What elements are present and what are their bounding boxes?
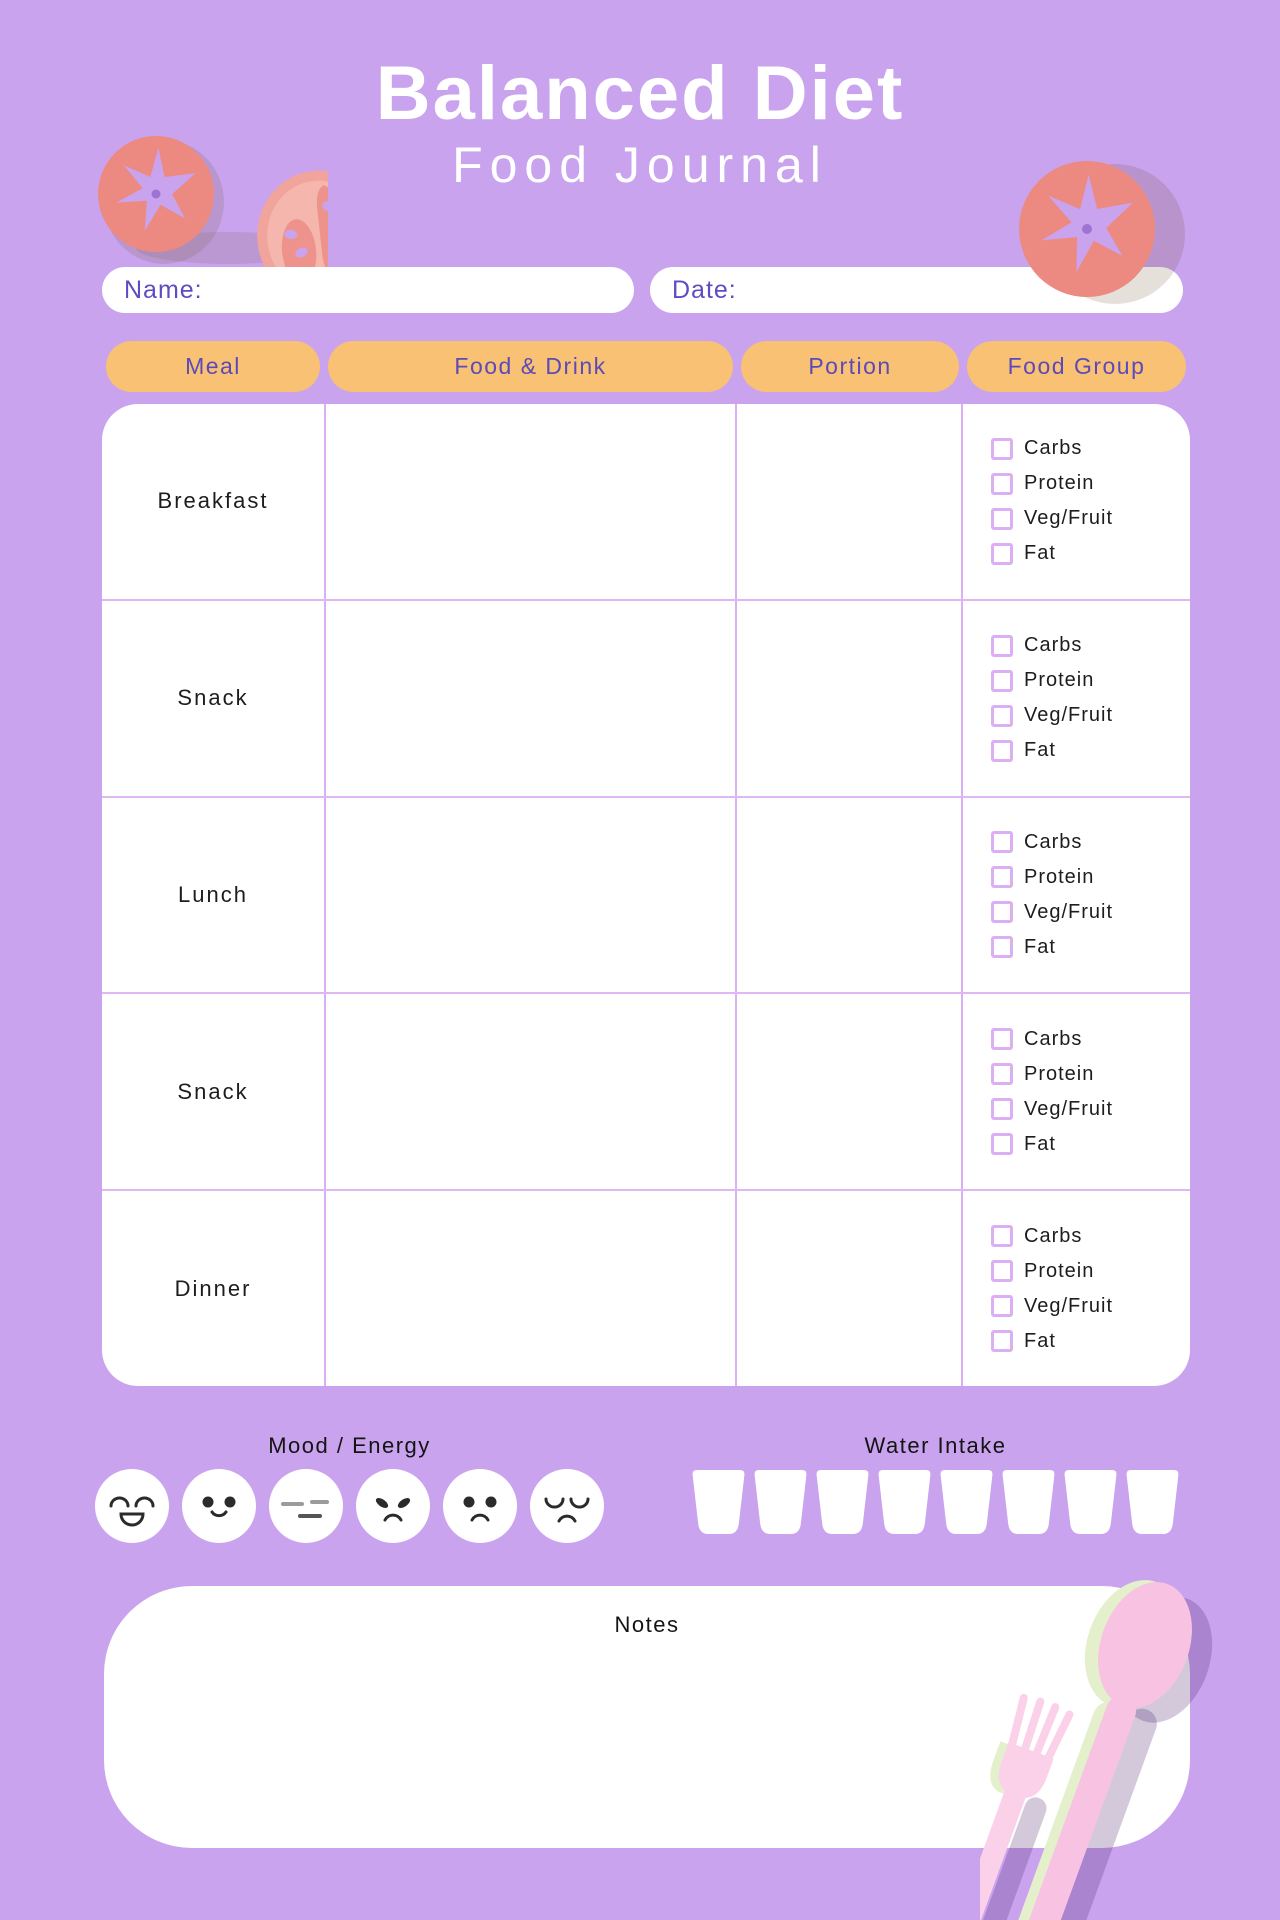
food-drink-cell[interactable] [324, 994, 735, 1189]
food-group-option [991, 507, 1188, 530]
checkbox-label: Veg/Fruit [1024, 704, 1114, 727]
checkbox-label: Fat [1024, 1132, 1056, 1155]
food-drink-cell[interactable] [324, 1191, 735, 1386]
meal-cell [102, 1191, 324, 1386]
food-group-option [991, 1225, 1188, 1248]
food-group-option [991, 1028, 1188, 1051]
mood-row [95, 1469, 604, 1543]
meal-label: Snack [177, 685, 249, 711]
food-group-option [991, 901, 1188, 924]
checkbox-label: Protein [1024, 1062, 1095, 1085]
food-group-cell [961, 798, 1188, 993]
checkbox[interactable] [991, 543, 1013, 565]
meal-cell [102, 798, 324, 993]
checkbox-label: Veg/Fruit [1024, 1097, 1114, 1120]
food-group-cell [961, 404, 1188, 599]
food-group-option [991, 472, 1188, 495]
food-group-option [991, 1098, 1188, 1121]
portion-cell[interactable] [735, 601, 961, 796]
checkbox[interactable] [991, 831, 1013, 853]
checkbox[interactable] [991, 508, 1013, 530]
mood-neutral-icon[interactable] [269, 1469, 343, 1543]
checkbox-label: Carbs [1024, 634, 1083, 657]
name-field[interactable] [102, 267, 634, 313]
column-header-food-group: Food Group [967, 341, 1186, 392]
water-cup-icon[interactable] [1126, 1470, 1179, 1534]
checkbox-label: Veg/Fruit [1024, 1294, 1114, 1317]
food-group-cell [961, 601, 1188, 796]
meal-label: Snack [177, 1078, 249, 1104]
checkbox-label: Veg/Fruit [1024, 900, 1114, 923]
checkbox[interactable] [991, 473, 1013, 495]
checkbox[interactable] [991, 1295, 1013, 1317]
food-group-option [991, 542, 1188, 565]
checkbox[interactable] [991, 1330, 1013, 1352]
mood-worried-icon[interactable] [443, 1469, 517, 1543]
page-title: Balanced Diet [375, 51, 905, 136]
food-group-option [991, 1295, 1188, 1318]
food-drink-cell[interactable] [324, 601, 735, 796]
checkbox[interactable] [991, 438, 1013, 460]
checkbox[interactable] [991, 936, 1013, 958]
table-row [102, 1189, 1190, 1386]
checkbox[interactable] [991, 740, 1013, 762]
table-row [102, 599, 1190, 796]
checkbox-label: Protein [1024, 669, 1095, 692]
food-drink-cell[interactable] [324, 404, 735, 599]
checkbox-label: Carbs [1024, 830, 1083, 853]
column-header-food-drink: Food & Drink [328, 341, 733, 392]
checkbox[interactable] [991, 1225, 1013, 1247]
food-group-option [991, 739, 1188, 762]
meal-label: Lunch [178, 881, 248, 907]
food-group-cell [961, 1191, 1188, 1386]
checkbox[interactable] [991, 866, 1013, 888]
checkbox[interactable] [991, 1028, 1013, 1050]
tomato-whole-icon [992, 146, 1280, 336]
food-group-option [991, 1260, 1188, 1283]
checkbox-label: Protein [1024, 472, 1095, 495]
cutlery-illustration [980, 1540, 1280, 1920]
checkbox[interactable] [991, 1098, 1013, 1120]
meal-label: Dinner [174, 1275, 252, 1301]
mood-tired-icon[interactable] [530, 1469, 604, 1543]
checkbox-label: Carbs [1024, 1027, 1083, 1050]
food-group-option [991, 831, 1188, 854]
food-group-cell [961, 994, 1188, 1189]
checkbox-label: Fat [1024, 935, 1056, 958]
checkbox[interactable] [991, 1260, 1013, 1282]
food-group-option [991, 704, 1188, 727]
notes-label: Notes [614, 1612, 680, 1637]
checkbox-label: Veg/Fruit [1024, 507, 1114, 530]
food-group-option [991, 936, 1188, 959]
food-drink-cell[interactable] [324, 798, 735, 993]
water-cup-icon[interactable] [692, 1470, 745, 1534]
checkbox-label: Fat [1024, 1329, 1056, 1352]
mood-content-icon[interactable] [182, 1469, 256, 1543]
meal-cell [102, 601, 324, 796]
food-group-option [991, 437, 1188, 460]
water-cups [692, 1470, 1179, 1534]
food-group-option [991, 1133, 1188, 1156]
table-body [102, 404, 1190, 1386]
checkbox-label: Protein [1024, 1259, 1095, 1282]
name-label: Name: [124, 275, 203, 304]
portion-cell[interactable] [735, 404, 961, 599]
checkbox[interactable] [991, 1063, 1013, 1085]
water-cup-icon[interactable] [940, 1470, 993, 1534]
mood-happy-icon[interactable] [95, 1469, 169, 1543]
checkbox[interactable] [991, 901, 1013, 923]
portion-cell[interactable] [735, 994, 961, 1189]
mood-angry-icon[interactable] [356, 1469, 430, 1543]
water-cup-icon[interactable] [1002, 1470, 1055, 1534]
checkbox[interactable] [991, 705, 1013, 727]
food-group-option [991, 1063, 1188, 1086]
water-cup-icon[interactable] [878, 1470, 931, 1534]
water-cup-icon[interactable] [754, 1470, 807, 1534]
food-group-option [991, 634, 1188, 657]
checkbox-label: Protein [1024, 865, 1095, 888]
column-header-portion: Portion [741, 341, 959, 392]
checkbox[interactable] [991, 1133, 1013, 1155]
food-group-option [991, 866, 1188, 889]
date-label: Date: [672, 275, 737, 304]
page-subtitle: Food Journal [452, 136, 828, 193]
water-cup-icon[interactable] [816, 1470, 869, 1534]
column-header-meal: Meal [106, 341, 320, 392]
checkbox-label: Fat [1024, 542, 1056, 565]
table-row [102, 404, 1190, 599]
table-row [102, 796, 1190, 993]
checkbox-label: Carbs [1024, 437, 1083, 460]
table-header [102, 341, 1190, 392]
meal-cell [102, 994, 324, 1189]
meal-label: Breakfast [157, 488, 269, 514]
portion-cell[interactable] [735, 798, 961, 993]
mood-energy-label: Mood / Energy [268, 1433, 431, 1458]
portion-cell[interactable] [735, 1191, 961, 1386]
checkbox-label: Fat [1024, 739, 1056, 762]
table-row [102, 992, 1190, 1189]
meal-cell [102, 404, 324, 599]
food-group-option [991, 669, 1188, 692]
checkbox[interactable] [991, 670, 1013, 692]
checkbox-label: Carbs [1024, 1224, 1083, 1247]
water-cup-icon[interactable] [1064, 1470, 1117, 1534]
food-group-option [991, 1330, 1188, 1353]
water-intake-label: Water Intake [864, 1433, 1007, 1458]
checkbox[interactable] [991, 635, 1013, 657]
